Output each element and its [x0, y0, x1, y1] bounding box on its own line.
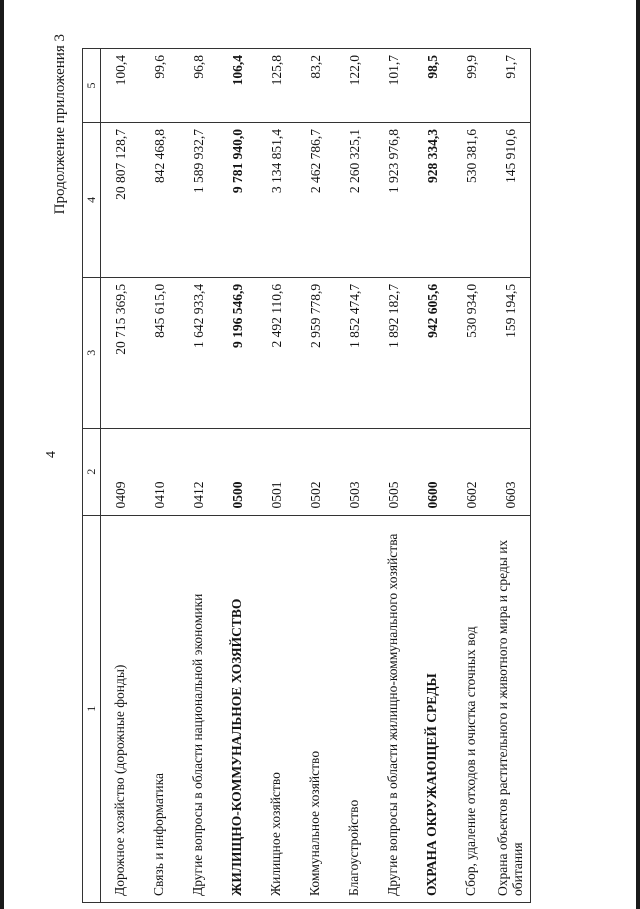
row-code: 0600 [413, 428, 452, 515]
row-code: 0502 [296, 428, 335, 515]
row-value-3: 530 934,0 [452, 277, 491, 428]
row-value-4: 530 381,6 [452, 122, 491, 277]
row-value-4: 928 334,3 [413, 122, 452, 277]
row-name: Другие вопросы в области жилищно-коммунального хозяйства [374, 515, 413, 902]
row-code: 0409 [101, 428, 141, 515]
header-col-1: 1 [83, 515, 101, 902]
header-col-5: 5 [83, 49, 101, 123]
row-percent-5: 125,8 [257, 49, 296, 123]
row-value-4: 842 468,8 [140, 122, 179, 277]
row-name: ЖИЛИЩНО-КОММУНАЛЬНОЕ ХОЗЯЙСТВО [218, 515, 257, 902]
header-col-2: 2 [83, 428, 101, 515]
row-value-4: 9 781 940,0 [218, 122, 257, 277]
row-value-4: 2 462 786,7 [296, 122, 335, 277]
row-name: Коммунальное хозяйство [296, 515, 335, 902]
row-name: Другие вопросы в области национальной экономики [179, 515, 218, 902]
row-code: 0602 [452, 428, 491, 515]
row-code: 0500 [218, 428, 257, 515]
table-row [218, 49, 257, 903]
row-name: Жилищное хозяйство [257, 515, 296, 902]
budget-table [82, 48, 531, 903]
row-value-3: 1 852 474,7 [335, 277, 374, 428]
row-code: 0503 [335, 428, 374, 515]
table-row [257, 49, 296, 903]
row-value-4: 1 923 976,8 [374, 122, 413, 277]
table-body [101, 49, 531, 903]
row-code: 0412 [179, 428, 218, 515]
row-value-3: 1 642 933,4 [179, 277, 218, 428]
table-row [413, 49, 452, 903]
row-name: Сбор, удаление отходов и очистка сточных вод [452, 515, 491, 902]
table-row [374, 49, 413, 903]
row-code: 0505 [374, 428, 413, 515]
row-value-3: 942 605,6 [413, 277, 452, 428]
table-row [101, 49, 141, 903]
table-row [296, 49, 335, 903]
row-value-3: 2 959 778,9 [296, 277, 335, 428]
header-col-4: 4 [83, 122, 101, 277]
row-value-3: 9 196 546,9 [218, 277, 257, 428]
row-value-3: 20 715 369,5 [101, 277, 141, 428]
continuation-label: Продолжение приложения 3 [52, 34, 68, 215]
row-value-4: 1 589 932,7 [179, 122, 218, 277]
table-row [491, 49, 531, 903]
row-name: Связь и информатика [140, 515, 179, 902]
row-percent-5: 83,2 [296, 49, 335, 123]
row-value-4: 2 260 325,1 [335, 122, 374, 277]
row-value-3: 2 492 110,6 [257, 277, 296, 428]
row-name: ОХРАНА ОКРУЖАЮЩЕЙ СРЕДЫ [413, 515, 452, 902]
row-value-3: 1 892 182,7 [374, 277, 413, 428]
table-row [140, 49, 179, 903]
row-value-3: 845 615,0 [140, 277, 179, 428]
row-name: Дорожное хозяйство (дорожные фонды) [101, 515, 141, 902]
table-row [335, 49, 374, 903]
row-percent-5: 96,8 [179, 49, 218, 123]
row-code: 0603 [491, 428, 531, 515]
page-number: 4 [44, 451, 59, 458]
row-percent-5: 98,5 [413, 49, 452, 123]
table-row [452, 49, 491, 903]
row-code: 0501 [257, 428, 296, 515]
row-percent-5: 122,0 [335, 49, 374, 123]
row-value-3: 159 194,5 [491, 277, 531, 428]
row-percent-5: 99,6 [140, 49, 179, 123]
table-row [179, 49, 218, 903]
header-row [83, 49, 101, 903]
row-percent-5: 99,9 [452, 49, 491, 123]
row-percent-5: 91,7 [491, 49, 531, 123]
row-percent-5: 106,4 [218, 49, 257, 123]
row-value-4: 20 807 128,7 [101, 122, 141, 277]
row-value-4: 3 134 851,4 [257, 122, 296, 277]
header-col-3: 3 [83, 277, 101, 428]
row-code: 0410 [140, 428, 179, 515]
row-percent-5: 100,4 [101, 49, 141, 123]
row-percent-5: 101,7 [374, 49, 413, 123]
row-name: Охрана объектов растительного и животного мира и среды их обитания [491, 515, 531, 902]
row-value-4: 145 910,6 [491, 122, 531, 277]
row-name: Благоустройство [335, 515, 374, 902]
